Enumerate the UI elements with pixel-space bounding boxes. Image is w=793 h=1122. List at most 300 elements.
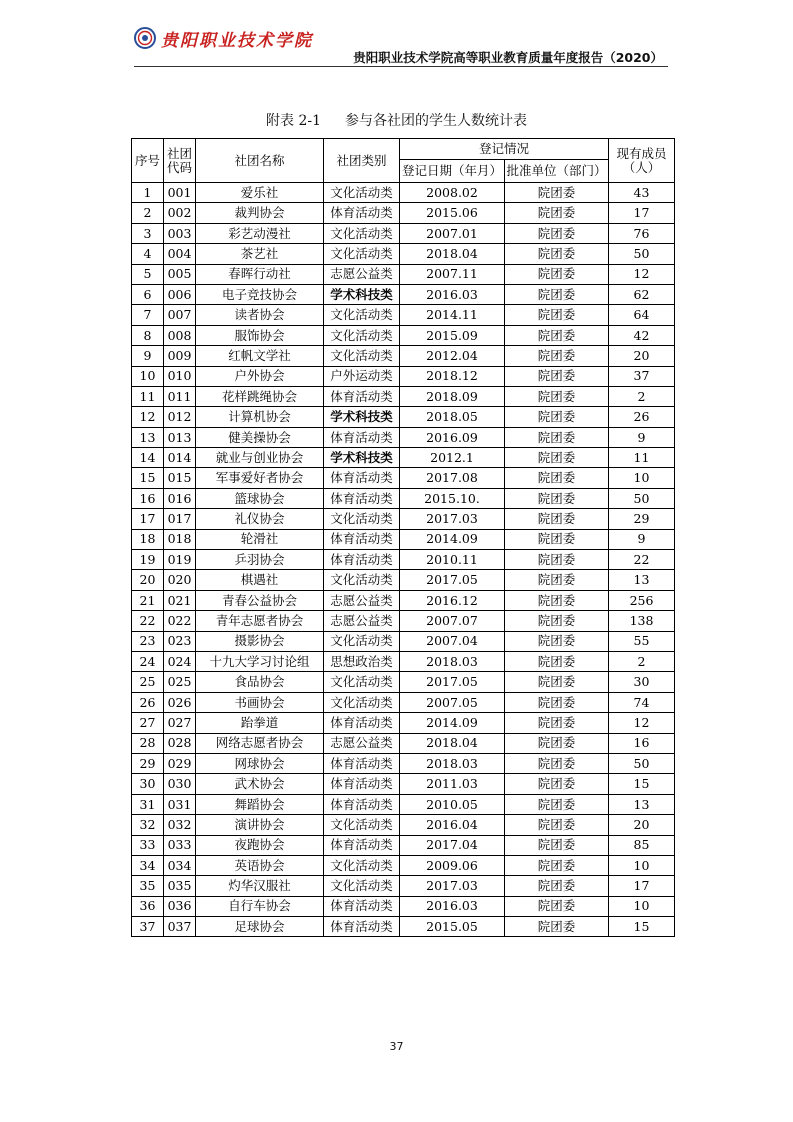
cell-category: 文化活动类 [324,692,400,712]
cell-no: 16 [132,488,164,508]
cell-no: 14 [132,448,164,468]
cell-date: 2017.03 [400,509,505,529]
cell-name: 春晖行动社 [196,264,324,284]
cell-unit: 院团委 [505,550,609,570]
cell-no: 4 [132,244,164,264]
table-row [132,570,675,590]
cell-members: 2 [609,651,675,671]
cell-name: 十九大学习讨论组 [196,651,324,671]
cell-name: 红帆文学社 [196,346,324,366]
cell-name: 灼华汉服社 [196,876,324,896]
cell-name: 演讲协会 [196,815,324,835]
cell-no: 21 [132,590,164,610]
table-row [132,855,675,875]
cell-category: 志愿公益类 [324,611,400,631]
cell-name: 茶艺社 [196,244,324,264]
cell-unit: 院团委 [505,733,609,753]
table-row [132,794,675,814]
cell-category: 文化活动类 [324,815,400,835]
cell-date: 2016.03 [400,284,505,304]
cell-date: 2017.05 [400,570,505,590]
cell-no: 7 [132,305,164,325]
cell-unit: 院团委 [505,529,609,549]
table-row [132,427,675,447]
cell-unit: 院团委 [505,223,609,243]
cell-code: 026 [164,692,196,712]
page-number: 37 [389,1040,404,1053]
header-name: 社团名称 [196,139,324,183]
cell-members: 256 [609,590,675,610]
cell-code: 012 [164,407,196,427]
cell-date: 2015.10. [400,488,505,508]
cell-members: 2 [609,386,675,406]
cell-no: 37 [132,917,164,937]
cell-unit: 院团委 [505,448,609,468]
cell-unit: 院团委 [505,876,609,896]
cell-date: 2007.01 [400,223,505,243]
cell-code: 032 [164,815,196,835]
cell-unit: 院团委 [505,325,609,345]
cell-name: 摄影协会 [196,631,324,651]
cell-unit: 院团委 [505,284,609,304]
cell-code: 003 [164,223,196,243]
cell-no: 33 [132,835,164,855]
table-row [132,325,675,345]
cell-code: 005 [164,264,196,284]
cell-members: 13 [609,794,675,814]
cell-unit: 院团委 [505,427,609,447]
cell-unit: 院团委 [505,794,609,814]
cell-category: 文化活动类 [324,223,400,243]
cell-name: 彩艺动漫社 [196,223,324,243]
cell-members: 50 [609,753,675,773]
caption-title: 参与各社团的学生人数统计表 [345,113,527,129]
cell-no: 24 [132,651,164,671]
cell-date: 2014.09 [400,529,505,549]
club-statistics-table [131,138,675,937]
cell-name: 足球协会 [196,917,324,937]
cell-unit: 院团委 [505,203,609,223]
cell-code: 015 [164,468,196,488]
cell-members: 55 [609,631,675,651]
cell-name: 健美操协会 [196,427,324,447]
cell-no: 11 [132,386,164,406]
cell-category: 文化活动类 [324,305,400,325]
cell-name: 跆拳道 [196,713,324,733]
cell-no: 12 [132,407,164,427]
cell-date: 2017.03 [400,876,505,896]
cell-date: 2016.04 [400,815,505,835]
cell-unit: 院团委 [505,855,609,875]
cell-date: 2014.09 [400,713,505,733]
cell-no: 36 [132,896,164,916]
cell-date: 2010.11 [400,550,505,570]
cell-code: 028 [164,733,196,753]
cell-unit: 院团委 [505,244,609,264]
cell-members: 10 [609,855,675,875]
cell-category: 文化活动类 [324,325,400,345]
cell-date: 2018.09 [400,386,505,406]
table-row [132,203,675,223]
college-logo [134,26,313,50]
cell-code: 004 [164,244,196,264]
cell-category: 体育活动类 [324,794,400,814]
table-row [132,407,675,427]
cell-date: 2018.04 [400,244,505,264]
cell-code: 030 [164,774,196,794]
cell-unit: 院团委 [505,386,609,406]
cell-code: 016 [164,488,196,508]
table-row [132,183,675,203]
cell-category: 文化活动类 [324,509,400,529]
cell-name: 夜跑协会 [196,835,324,855]
cell-date: 2016.12 [400,590,505,610]
table-row [132,550,675,570]
cell-no: 10 [132,366,164,386]
table-row [132,753,675,773]
cell-code: 002 [164,203,196,223]
cell-name: 棋遇社 [196,570,324,590]
cell-name: 书画协会 [196,692,324,712]
header-category: 社团类别 [324,139,400,183]
cell-date: 2014.11 [400,305,505,325]
table-row [132,631,675,651]
cell-code: 036 [164,896,196,916]
caption-label: 附表 2-1 [266,113,321,129]
cell-members: 12 [609,713,675,733]
table-row [132,223,675,243]
table-row [132,488,675,508]
cell-code: 018 [164,529,196,549]
cell-no: 27 [132,713,164,733]
cell-members: 76 [609,223,675,243]
cell-members: 50 [609,244,675,264]
cell-code: 025 [164,672,196,692]
cell-code: 011 [164,386,196,406]
cell-date: 2015.09 [400,325,505,345]
cell-no: 9 [132,346,164,366]
cell-name: 电子竞技协会 [196,284,324,304]
cell-members: 43 [609,183,675,203]
cell-unit: 院团委 [505,488,609,508]
cell-members: 85 [609,835,675,855]
cell-date: 2007.05 [400,692,505,712]
cell-code: 010 [164,366,196,386]
cell-members: 74 [609,692,675,712]
table-row [132,529,675,549]
cell-unit: 院团委 [505,896,609,916]
cell-members: 30 [609,672,675,692]
cell-category: 体育活动类 [324,713,400,733]
cell-no: 13 [132,427,164,447]
cell-name: 武术协会 [196,774,324,794]
table-row [132,815,675,835]
cell-members: 64 [609,305,675,325]
cell-no: 28 [132,733,164,753]
cell-code: 013 [164,427,196,447]
cell-no: 34 [132,855,164,875]
cell-category: 学术科技类 [324,407,400,427]
cell-members: 13 [609,570,675,590]
cell-name: 网球协会 [196,753,324,773]
cell-code: 019 [164,550,196,570]
cell-date: 2018.12 [400,366,505,386]
cell-category: 体育活动类 [324,896,400,916]
table-caption [0,110,793,130]
cell-code: 033 [164,835,196,855]
cell-name: 军事爱好者协会 [196,468,324,488]
cell-name: 食品协会 [196,672,324,692]
cell-name: 礼仪协会 [196,509,324,529]
cell-date: 2007.04 [400,631,505,651]
cell-date: 2017.08 [400,468,505,488]
cell-category: 文化活动类 [324,570,400,590]
cell-category: 体育活动类 [324,753,400,773]
cell-unit: 院团委 [505,590,609,610]
cell-unit: 院团委 [505,815,609,835]
cell-category: 文化活动类 [324,855,400,875]
cell-category: 体育活动类 [324,550,400,570]
cell-no: 17 [132,509,164,529]
cell-category: 思想政治类 [324,651,400,671]
cell-date: 2008.02 [400,183,505,203]
cell-name: 青春公益协会 [196,590,324,610]
cell-date: 2018.03 [400,651,505,671]
cell-name: 服饰协会 [196,325,324,345]
cell-members: 26 [609,407,675,427]
cell-unit: 院团委 [505,713,609,733]
cell-date: 2016.09 [400,427,505,447]
cell-name: 裁判协会 [196,203,324,223]
cell-date: 2007.11 [400,264,505,284]
cell-no: 5 [132,264,164,284]
cell-no: 23 [132,631,164,651]
cell-code: 029 [164,753,196,773]
cell-no: 31 [132,794,164,814]
header-unit: 批准单位（部门） [505,160,609,183]
cell-category: 体育活动类 [324,386,400,406]
cell-name: 户外协会 [196,366,324,386]
cell-category: 文化活动类 [324,876,400,896]
table-row [132,672,675,692]
cell-code: 021 [164,590,196,610]
table-row [132,774,675,794]
cell-code: 024 [164,651,196,671]
cell-no: 29 [132,753,164,773]
cell-no: 1 [132,183,164,203]
cell-no: 20 [132,570,164,590]
cell-name: 就业与创业协会 [196,448,324,468]
cell-members: 29 [609,509,675,529]
cell-unit: 院团委 [505,346,609,366]
cell-unit: 院团委 [505,917,609,937]
cell-category: 体育活动类 [324,488,400,508]
cell-category: 志愿公益类 [324,733,400,753]
header-registration: 登记情况 [400,139,609,160]
cell-no: 19 [132,550,164,570]
cell-code: 031 [164,794,196,814]
cell-date: 2015.05 [400,917,505,937]
cell-category: 学术科技类 [324,448,400,468]
cell-unit: 院团委 [505,692,609,712]
cell-name: 英语协会 [196,855,324,875]
cell-code: 009 [164,346,196,366]
cell-category: 体育活动类 [324,529,400,549]
cell-members: 15 [609,917,675,937]
cell-date: 2012.04 [400,346,505,366]
cell-name: 花样跳绳协会 [196,386,324,406]
cell-date: 2007.07 [400,611,505,631]
cell-unit: 院团委 [505,366,609,386]
cell-code: 034 [164,855,196,875]
header-no: 序号 [132,139,164,183]
cell-members: 12 [609,264,675,284]
cell-category: 体育活动类 [324,835,400,855]
cell-date: 2018.03 [400,753,505,773]
cell-unit: 院团委 [505,407,609,427]
college-emblem-icon [134,27,156,49]
cell-category: 体育活动类 [324,917,400,937]
cell-members: 17 [609,876,675,896]
table-body [132,183,675,937]
table-row [132,896,675,916]
cell-unit: 院团委 [505,468,609,488]
cell-name: 网络志愿者协会 [196,733,324,753]
header-code: 社团代码 [164,139,196,183]
cell-members: 22 [609,550,675,570]
cell-name: 乒羽协会 [196,550,324,570]
cell-code: 037 [164,917,196,937]
cell-date: 2015.06 [400,203,505,223]
cell-category: 志愿公益类 [324,590,400,610]
cell-date: 2016.03 [400,896,505,916]
cell-members: 10 [609,896,675,916]
cell-category: 文化活动类 [324,183,400,203]
cell-members: 15 [609,774,675,794]
header-date: 登记日期（年月） [400,160,505,183]
cell-no: 25 [132,672,164,692]
cell-code: 017 [164,509,196,529]
cell-category: 志愿公益类 [324,264,400,284]
table-row [132,244,675,264]
cell-category: 体育活动类 [324,468,400,488]
table-row [132,448,675,468]
cell-code: 020 [164,570,196,590]
cell-no: 32 [132,815,164,835]
cell-name: 篮球协会 [196,488,324,508]
header-divider [134,66,668,67]
cell-date: 2018.04 [400,733,505,753]
table-row [132,468,675,488]
cell-unit: 院团委 [505,774,609,794]
cell-date: 2010.05 [400,794,505,814]
cell-unit: 院团委 [505,753,609,773]
table-row [132,733,675,753]
table-row [132,346,675,366]
cell-no: 2 [132,203,164,223]
cell-members: 9 [609,529,675,549]
cell-name: 自行车协会 [196,896,324,916]
cell-members: 37 [609,366,675,386]
cell-category: 文化活动类 [324,244,400,264]
cell-no: 3 [132,223,164,243]
table-row [132,651,675,671]
cell-members: 16 [609,733,675,753]
cell-no: 30 [132,774,164,794]
cell-date: 2012.1 [400,448,505,468]
cell-category: 文化活动类 [324,346,400,366]
header-members: 现有成员（人） [609,139,675,183]
cell-code: 008 [164,325,196,345]
cell-no: 26 [132,692,164,712]
cell-code: 001 [164,183,196,203]
table-row [132,264,675,284]
cell-unit: 院团委 [505,611,609,631]
cell-code: 023 [164,631,196,651]
cell-category: 户外运动类 [324,366,400,386]
cell-name: 爱乐社 [196,183,324,203]
cell-unit: 院团委 [505,672,609,692]
cell-unit: 院团委 [505,305,609,325]
cell-no: 8 [132,325,164,345]
cell-code: 014 [164,448,196,468]
table-row [132,284,675,304]
cell-date: 2009.06 [400,855,505,875]
cell-category: 体育活动类 [324,427,400,447]
cell-code: 007 [164,305,196,325]
table-row [132,590,675,610]
cell-members: 62 [609,284,675,304]
table-row [132,876,675,896]
table-row [132,713,675,733]
cell-code: 035 [164,876,196,896]
cell-code: 022 [164,611,196,631]
cell-no: 35 [132,876,164,896]
cell-no: 22 [132,611,164,631]
cell-unit: 院团委 [505,651,609,671]
table-row [132,835,675,855]
table-row [132,305,675,325]
cell-members: 138 [609,611,675,631]
cell-name: 读者协会 [196,305,324,325]
cell-category: 学术科技类 [324,284,400,304]
cell-date: 2017.05 [400,672,505,692]
cell-unit: 院团委 [505,264,609,284]
cell-members: 42 [609,325,675,345]
cell-category: 文化活动类 [324,631,400,651]
cell-no: 6 [132,284,164,304]
cell-date: 2017.04 [400,835,505,855]
table-row [132,917,675,937]
cell-members: 9 [609,427,675,447]
cell-unit: 院团委 [505,509,609,529]
cell-code: 027 [164,713,196,733]
cell-unit: 院团委 [505,183,609,203]
cell-name: 计算机协会 [196,407,324,427]
cell-category: 文化活动类 [324,672,400,692]
cell-unit: 院团委 [505,835,609,855]
cell-members: 50 [609,488,675,508]
cell-members: 10 [609,468,675,488]
cell-no: 15 [132,468,164,488]
cell-code: 006 [164,284,196,304]
cell-members: 17 [609,203,675,223]
cell-unit: 院团委 [505,570,609,590]
report-title: 贵阳职业技术学院高等职业教育质量年度报告（2020） [353,50,663,65]
cell-category: 体育活动类 [324,203,400,223]
cell-category: 体育活动类 [324,774,400,794]
table-row [132,386,675,406]
